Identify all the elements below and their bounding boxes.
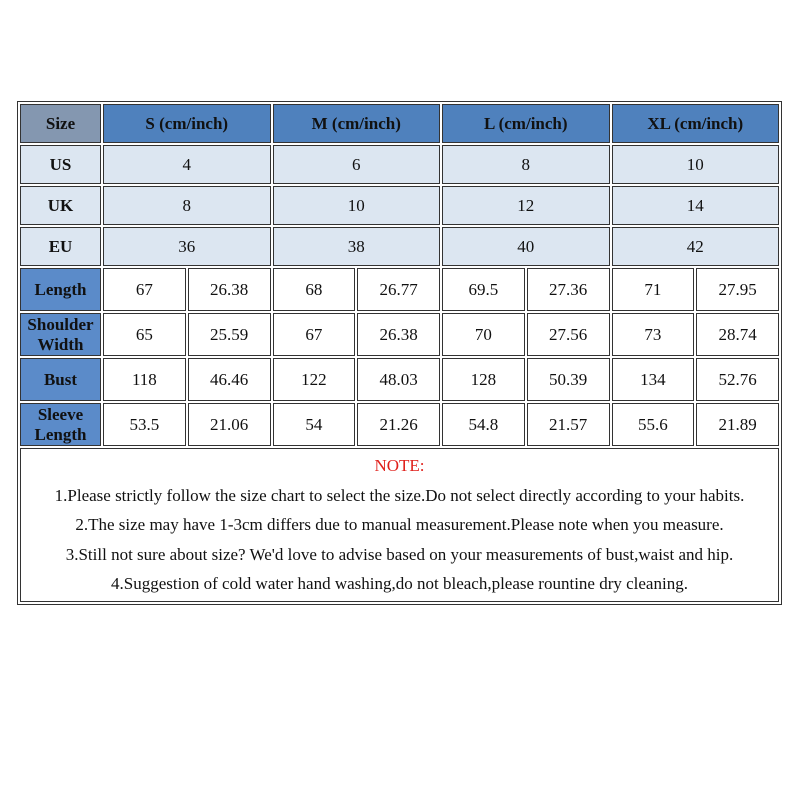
- row-label: Shoulder Width: [20, 313, 101, 356]
- note-line: 2.The size may have 1-3cm differs due to manual measurement.Please note when you measure.: [75, 515, 724, 534]
- size-value-cell: 40: [442, 227, 610, 266]
- row-label: Length: [20, 268, 101, 311]
- note-line: 4.Suggestion of cold water hand washing,do not bleach,please rountine dry cleaning.: [111, 574, 688, 593]
- measurement-value-cell: 26.38: [188, 268, 271, 311]
- measurement-row: [20, 403, 779, 446]
- measurement-value-cell: 67: [103, 268, 186, 311]
- measurement-value-cell: 46.46: [188, 358, 271, 401]
- measurement-value-cell: 26.38: [357, 313, 440, 356]
- measurement-value-cell: 73: [612, 313, 695, 356]
- measurement-value-cell: 71: [612, 268, 695, 311]
- size-value-cell: 14: [612, 186, 780, 225]
- note-row: [20, 448, 779, 602]
- size-value-cell: 6: [273, 145, 441, 184]
- size-value-cell: 12: [442, 186, 610, 225]
- header-row: [20, 104, 779, 143]
- size-value-cell: 42: [612, 227, 780, 266]
- measurement-value-cell: 118: [103, 358, 186, 401]
- measurement-row: [20, 268, 779, 311]
- row-label: Sleeve Length: [20, 403, 101, 446]
- measurement-row: [20, 358, 779, 401]
- measurement-row: [20, 313, 779, 356]
- measurement-value-cell: 27.56: [527, 313, 610, 356]
- size-value-cell: 8: [442, 145, 610, 184]
- size-value-cell: 36: [103, 227, 271, 266]
- measurement-value-cell: 21.57: [527, 403, 610, 446]
- measurement-value-cell: 52.76: [696, 358, 779, 401]
- measurement-value-cell: 28.74: [696, 313, 779, 356]
- note-line: 3.Still not sure about size? We'd love to advise based on your measurements of bust,waist and hip.: [65, 544, 734, 564]
- size-column-header: L (cm/inch): [442, 104, 610, 143]
- measurement-value-cell: 26.77: [357, 268, 440, 311]
- size-header-cell: Size: [20, 104, 101, 143]
- measurement-value-cell: 48.03: [357, 358, 440, 401]
- note-title: NOTE:: [374, 456, 425, 475]
- measurement-value-cell: 21.89: [696, 403, 779, 446]
- row-label: EU: [20, 227, 101, 266]
- size-value-cell: 4: [103, 145, 271, 184]
- size-column-header: S (cm/inch): [103, 104, 271, 143]
- measurement-value-cell: 69.5: [442, 268, 525, 311]
- measurement-value-cell: 27.95: [696, 268, 779, 311]
- note-cell: [20, 448, 779, 602]
- measurement-value-cell: 65: [103, 313, 186, 356]
- size-value-cell: 10: [612, 145, 780, 184]
- measurement-value-cell: 54: [273, 403, 356, 446]
- measurement-value-cell: 128: [442, 358, 525, 401]
- measurement-value-cell: 53.5: [103, 403, 186, 446]
- measurement-value-cell: 134: [612, 358, 695, 401]
- measurement-value-cell: 21.26: [357, 403, 440, 446]
- measurement-value-cell: 67: [273, 313, 356, 356]
- measurement-value-cell: 70: [442, 313, 525, 356]
- size-column-header: XL (cm/inch): [612, 104, 780, 143]
- measurement-rows: [20, 268, 779, 446]
- conversion-rows: [20, 145, 779, 266]
- row-label: Bust: [20, 358, 101, 401]
- measurement-value-cell: 68: [273, 268, 356, 311]
- measurement-value-cell: 25.59: [188, 313, 271, 356]
- row-label: UK: [20, 186, 101, 225]
- size-value-cell: 38: [273, 227, 441, 266]
- size-chart-table: [17, 101, 782, 605]
- size-column-header: M (cm/inch): [273, 104, 441, 143]
- measurement-value-cell: 21.06: [188, 403, 271, 446]
- conversion-row: [20, 186, 779, 225]
- note-line: 1.Please strictly follow the size chart to select the size.Do not select directly according to your habits.: [54, 485, 745, 505]
- measurement-value-cell: 122: [273, 358, 356, 401]
- size-value-cell: 8: [103, 186, 271, 225]
- measurement-value-cell: 54.8: [442, 403, 525, 446]
- size-value-cell: 10: [273, 186, 441, 225]
- measurement-value-cell: 27.36: [527, 268, 610, 311]
- measurement-value-cell: 50.39: [527, 358, 610, 401]
- conversion-row: [20, 145, 779, 184]
- conversion-row: [20, 227, 779, 266]
- row-label: US: [20, 145, 101, 184]
- measurement-value-cell: 55.6: [612, 403, 695, 446]
